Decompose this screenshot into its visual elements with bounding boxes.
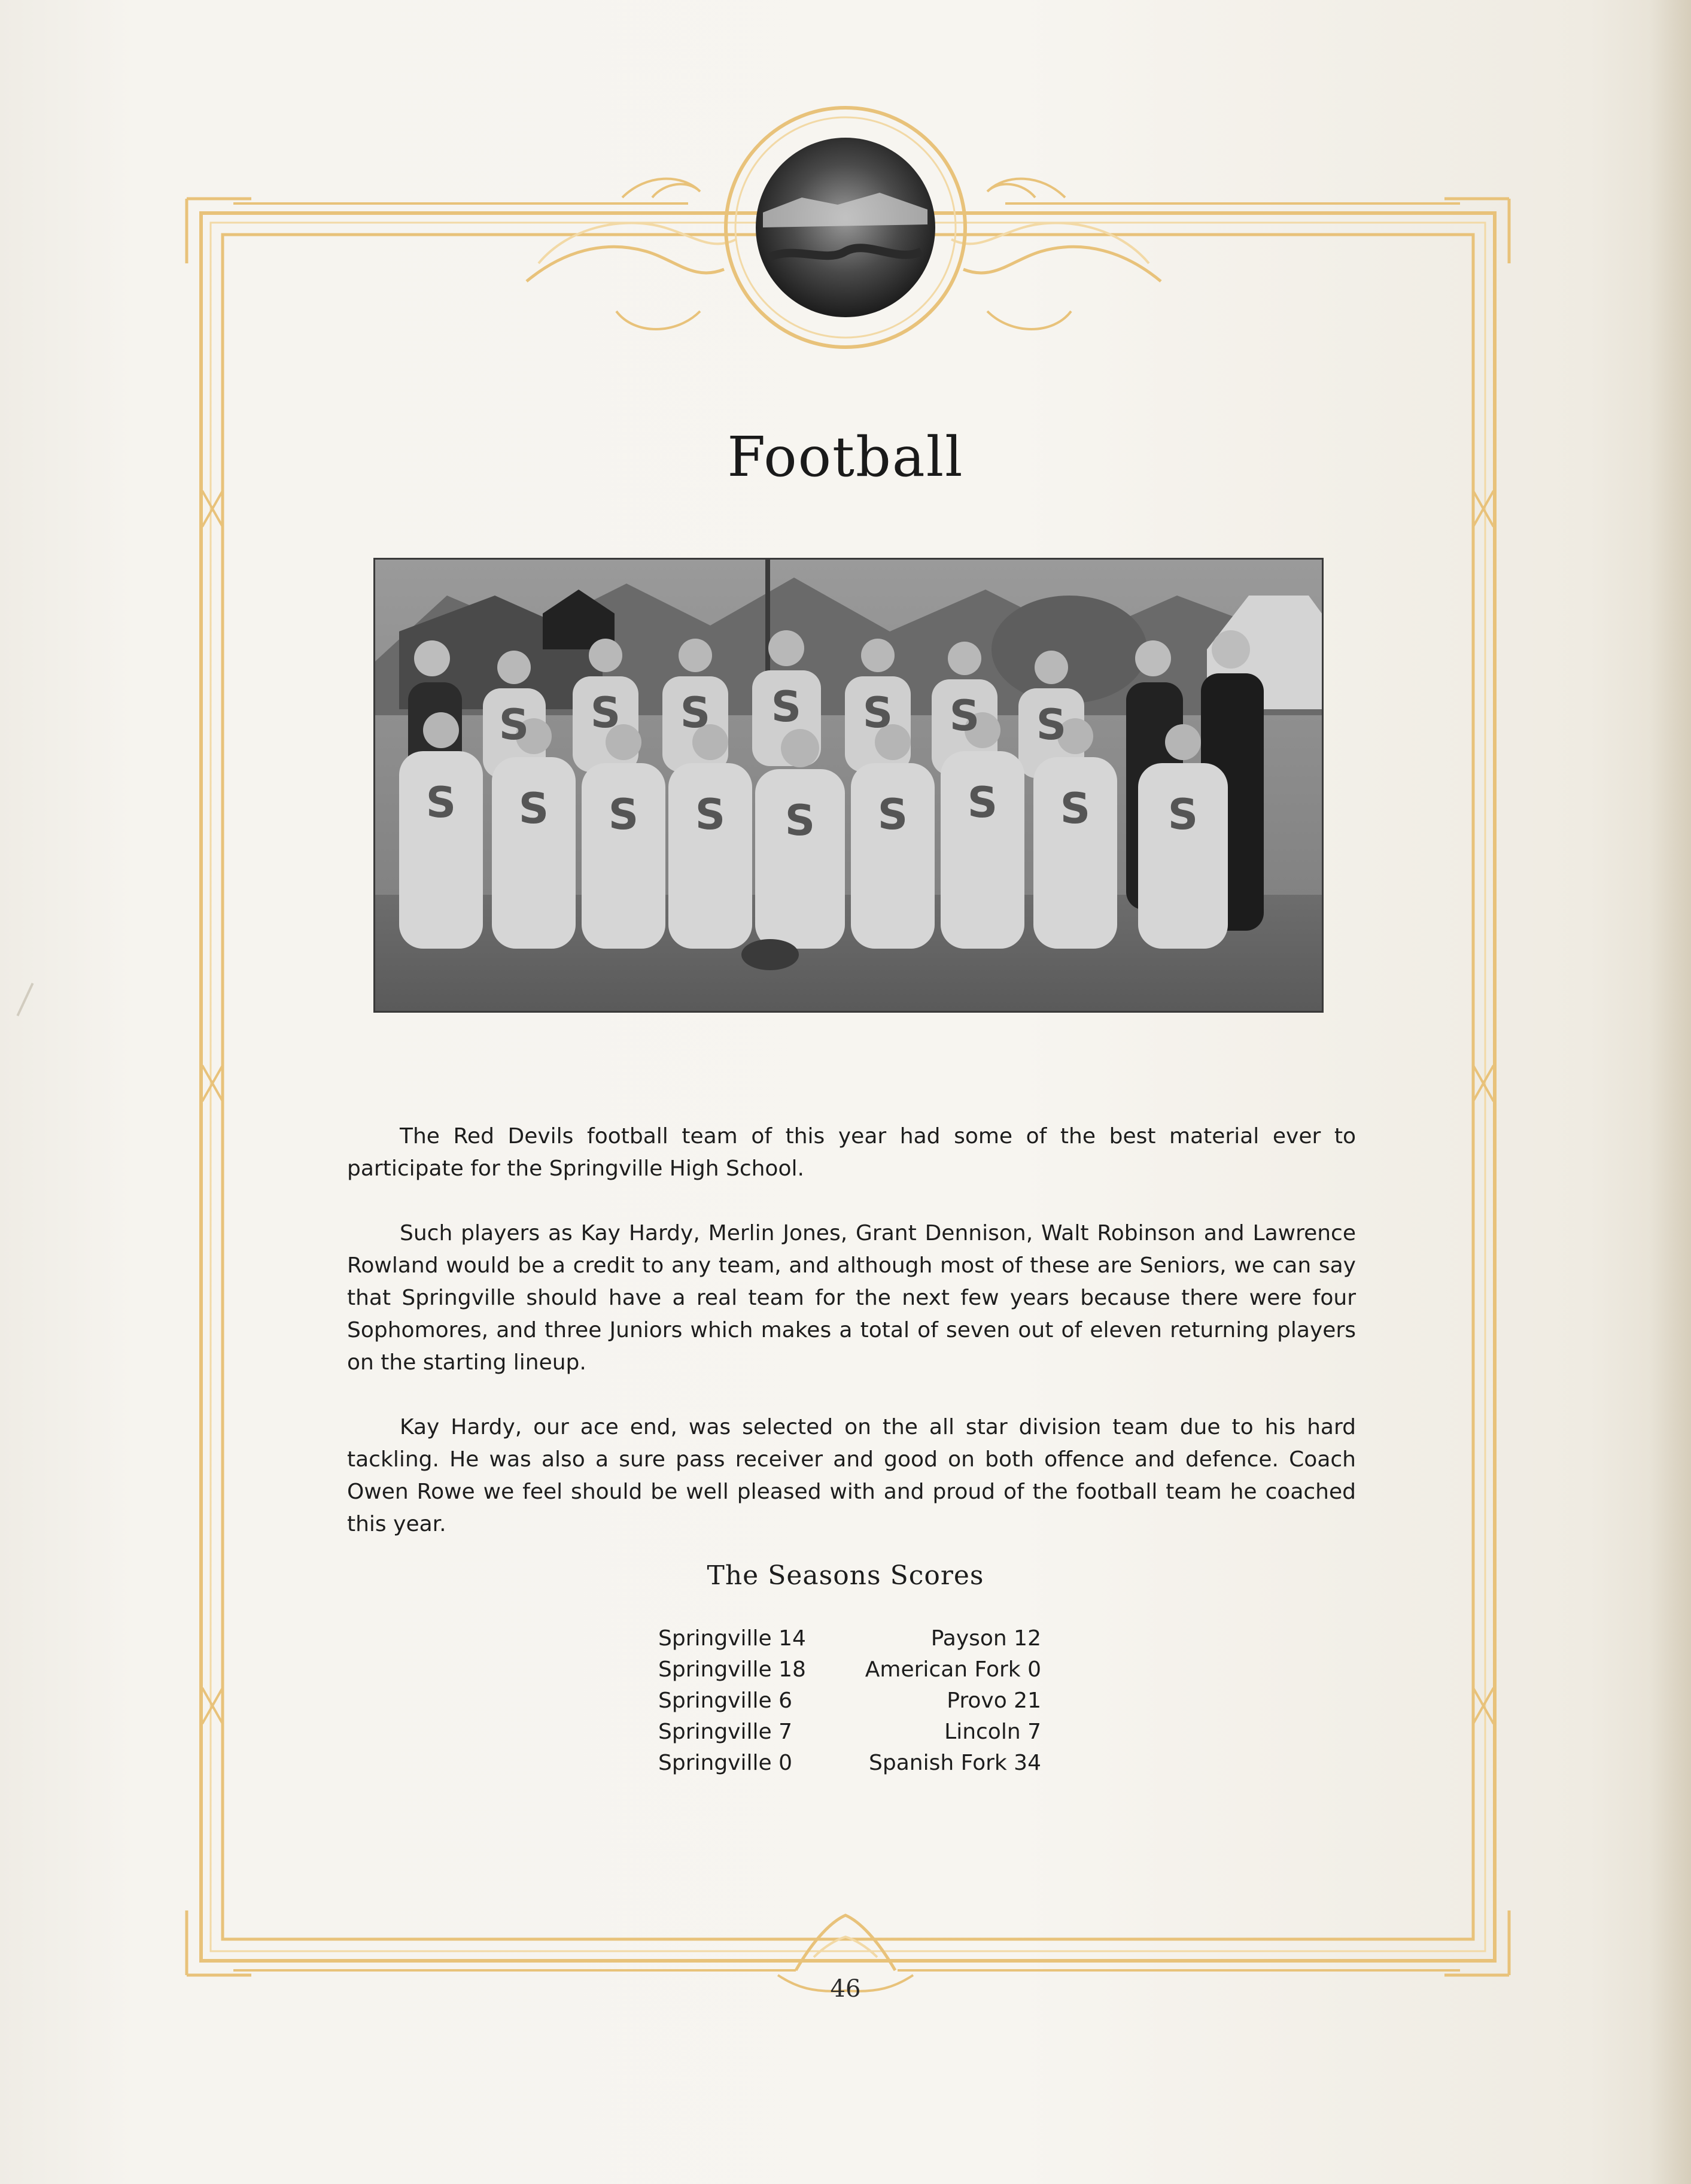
svg-text:S: S bbox=[862, 688, 893, 737]
svg-text:S: S bbox=[590, 688, 621, 737]
home-score: Springville 0 bbox=[658, 1751, 792, 1775]
svg-text:S: S bbox=[1060, 784, 1091, 833]
svg-text:S: S bbox=[877, 790, 908, 839]
svg-text:S: S bbox=[425, 778, 457, 827]
score-row bbox=[658, 1654, 1041, 1685]
article-body bbox=[347, 1120, 1356, 1573]
svg-text:S: S bbox=[518, 784, 549, 833]
svg-text:S: S bbox=[608, 790, 639, 839]
svg-text:S: S bbox=[949, 691, 980, 740]
score-row bbox=[658, 1685, 1041, 1717]
opponent-score: American Fork 0 bbox=[865, 1657, 1041, 1682]
score-row bbox=[658, 1717, 1041, 1748]
scores-table bbox=[658, 1623, 1041, 1779]
paragraph: The Red Devils football team of this year had some of the best material ever to participate for the Springville High School. bbox=[347, 1124, 1356, 1181]
page-number: 46 bbox=[830, 1975, 861, 2003]
scores-heading: The Seasons Scores bbox=[707, 1560, 984, 1591]
home-score: Springville 7 bbox=[658, 1720, 792, 1744]
svg-text:S: S bbox=[967, 778, 998, 827]
opponent-score: Provo 21 bbox=[947, 1688, 1041, 1713]
opponent-score: Lincoln 7 bbox=[944, 1720, 1041, 1744]
home-score: Springville 18 bbox=[658, 1657, 806, 1682]
home-score: Springville 6 bbox=[658, 1688, 792, 1713]
opponent-score: Payson 12 bbox=[930, 1626, 1041, 1651]
svg-text:S: S bbox=[1036, 700, 1067, 749]
svg-text:S: S bbox=[1167, 790, 1199, 839]
score-row bbox=[658, 1748, 1041, 1779]
paragraph: Such players as Kay Hardy, Merlin Jones, Grant Dennison, Walt Robinson and Lawrence Rowland would be a credit to any team, and although most of these are Seniors, we can say that Springville should have a real team for the next few years because there were four Sophomores, and three Juniors which makes a total of seven out of eleven returning players on the starting lineup. bbox=[347, 1221, 1356, 1375]
opponent-score: Spanish Fork 34 bbox=[869, 1751, 1041, 1775]
team-photograph bbox=[373, 558, 1324, 1013]
svg-text:S: S bbox=[771, 682, 802, 731]
score-row bbox=[658, 1623, 1041, 1654]
paragraph: Kay Hardy, our ace end, was selected on the all star division team due to his hard tackling. He was also a sure pass receiver and good on both offence and defence. Coach Owen Rowe we feel should be well pleased with and proud of the football team he coached this year. bbox=[347, 1415, 1356, 1536]
page-title: Football bbox=[727, 425, 964, 489]
svg-text:S: S bbox=[498, 700, 530, 749]
svg-text:S: S bbox=[784, 796, 816, 845]
home-score: Springville 14 bbox=[658, 1626, 806, 1651]
svg-text:S: S bbox=[695, 790, 726, 839]
svg-text:S: S bbox=[680, 688, 711, 737]
